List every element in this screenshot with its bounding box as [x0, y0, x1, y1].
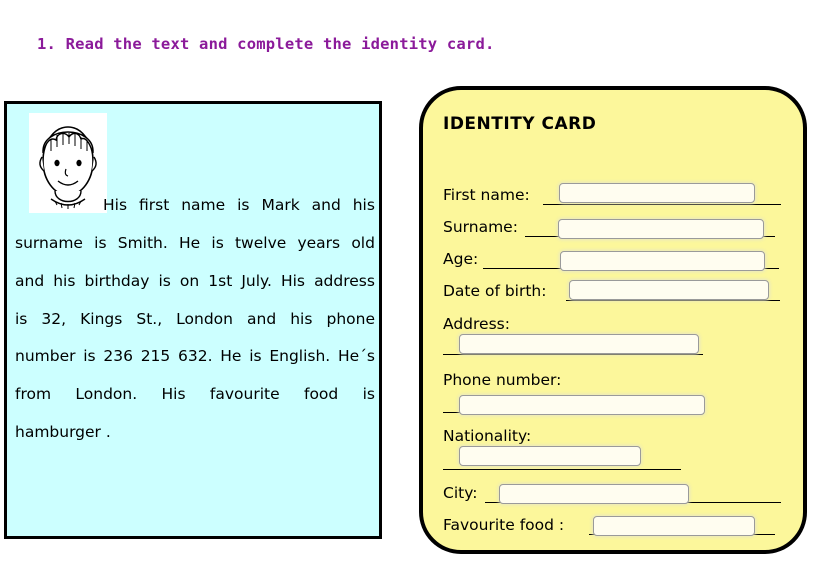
date-of-birth-label: Date of birth:	[443, 282, 547, 300]
phone-number-input[interactable]	[459, 395, 705, 415]
favourite-food-label: Favourite food :	[443, 516, 565, 534]
reading-line-2	[15, 234, 375, 252]
word: London.	[75, 385, 138, 403]
reading-line-4	[15, 310, 375, 328]
word: He	[220, 347, 242, 365]
word: birthday	[84, 272, 150, 290]
favourite-food-input[interactable]	[593, 516, 755, 536]
word: 215	[140, 347, 171, 365]
word: is	[15, 310, 28, 328]
word: His	[103, 196, 128, 214]
word: name	[181, 196, 226, 214]
reading-line-5	[15, 347, 375, 365]
word: food	[303, 385, 339, 403]
city-input[interactable]	[499, 484, 689, 504]
word: St.,	[136, 310, 163, 328]
card-title: IDENTITY CARD	[443, 114, 597, 134]
date-of-birth-underline	[566, 300, 780, 301]
first-name-label: First name:	[443, 186, 530, 204]
word: his	[53, 272, 76, 290]
word: He´s	[337, 347, 375, 365]
age-input[interactable]	[560, 251, 765, 271]
surname-label: Surname:	[443, 218, 518, 236]
word: His	[161, 385, 186, 403]
reading-text-box	[4, 101, 382, 539]
phone-number-label: Phone number:	[443, 371, 562, 389]
word: Mark	[261, 196, 300, 214]
word: his	[290, 310, 313, 328]
word: is	[211, 234, 224, 252]
word: is	[237, 196, 250, 214]
identity-card	[419, 86, 807, 554]
address-label: Address:	[443, 315, 510, 333]
reading-line-6	[15, 385, 375, 403]
word: Smith.	[117, 234, 168, 252]
word: is	[362, 385, 375, 403]
boy-face-icon	[29, 113, 107, 213]
word: from	[15, 385, 52, 403]
word: 632.	[178, 347, 213, 365]
instruction-heading: 1. Read the text and complete the identity card.	[37, 35, 495, 53]
word: 32,	[41, 310, 67, 328]
city-label: City:	[443, 484, 478, 502]
word: 236	[103, 347, 133, 365]
word: and	[311, 196, 341, 214]
reading-line-1	[103, 196, 375, 214]
word: on	[179, 272, 200, 290]
word: phone	[326, 310, 375, 328]
first-name-underline	[543, 204, 781, 205]
first-name-input[interactable]	[559, 183, 755, 203]
word: number	[15, 347, 76, 365]
word: He	[179, 234, 201, 252]
word: favourite	[209, 385, 280, 403]
address-input[interactable]	[459, 334, 699, 354]
word: years	[297, 234, 341, 252]
word: surname	[15, 234, 83, 252]
word: is	[158, 272, 171, 290]
nationality-input[interactable]	[459, 446, 641, 466]
word: old	[351, 234, 375, 252]
word: 1st	[208, 272, 233, 290]
nationality-label: Nationality:	[443, 427, 532, 445]
date-of-birth-input[interactable]	[569, 280, 769, 300]
age-label: Age:	[443, 250, 479, 268]
word: twelve	[234, 234, 287, 252]
nationality-underline	[443, 469, 681, 470]
reading-line-7: hamburger .	[15, 423, 111, 441]
word: first	[138, 196, 170, 214]
word: London	[176, 310, 233, 328]
word: and	[247, 310, 277, 328]
address-underline	[443, 354, 703, 355]
word: and	[15, 272, 45, 290]
word: address	[314, 272, 375, 290]
word: His	[280, 272, 306, 290]
word: is	[83, 347, 96, 365]
word: is	[249, 347, 262, 365]
word: July.	[241, 272, 272, 290]
reading-line-3	[15, 272, 375, 290]
word: English.	[269, 347, 331, 365]
word: is	[94, 234, 107, 252]
word: Kings	[80, 310, 123, 328]
word: his	[352, 196, 375, 214]
surname-input[interactable]	[558, 219, 764, 239]
